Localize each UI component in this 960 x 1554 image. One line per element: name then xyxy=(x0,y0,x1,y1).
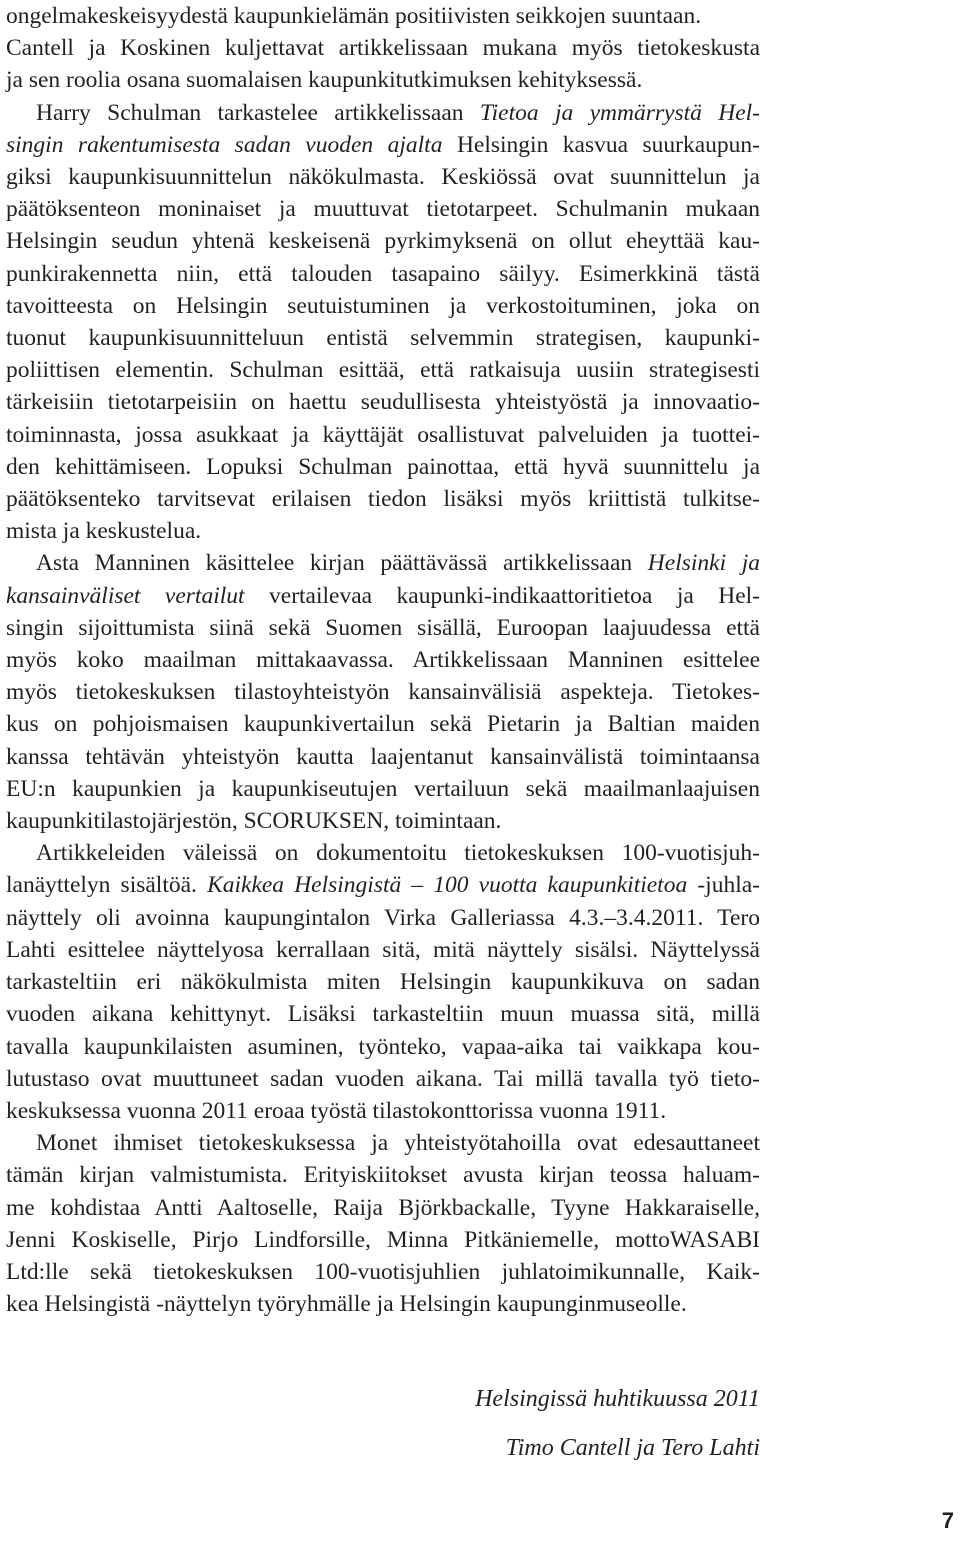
text-line xyxy=(6,773,760,805)
page-number: 7 xyxy=(941,1508,954,1533)
text-segment: tuonut kaupunkisuunnitteluun entistä selvemmin strategisen, kaupunki- xyxy=(6,325,760,352)
text-line xyxy=(6,354,760,386)
text-segment: ja sen roolia osana suomalaisen kaupunkitutkimuksen kehityksessä. xyxy=(6,67,643,94)
text-segment: tavalla kaupunkilaisten asuminen, työnteko, vapaa-aika tai vaikkapa kou- xyxy=(6,1033,760,1060)
body-text xyxy=(6,0,760,1320)
text-line xyxy=(6,258,760,290)
text-line xyxy=(6,869,760,901)
text-segment: näyttely oli avoinna kaupungintalon Virka Galleriassa 4.3.–3.4.2011. Tero xyxy=(6,904,760,931)
text-segment: tarkasteltiin eri näkökulmista miten Helsingin kaupunkikuva on sadan xyxy=(6,969,760,996)
italic-title-text: Tietoa ja ymmärrystä Hel- xyxy=(479,99,760,126)
text-segment: tärkeisiin tietotarpeisiin on haettu seudullisesta yhteistyöstä ja innovaatio- xyxy=(6,389,760,416)
text-line xyxy=(6,290,760,322)
text-line xyxy=(6,1127,760,1159)
text-line xyxy=(6,1031,760,1063)
text-line xyxy=(6,1063,760,1095)
text-segment: päätöksenteko tarvitsevat erilaisen tiedon lisäksi myös kriittistä tulkitse- xyxy=(6,486,760,513)
text-line xyxy=(6,805,760,837)
text-segment: vertailevaa kaupunki-indikaattoritietoa ja Hel- xyxy=(244,582,760,609)
text-line xyxy=(6,1192,760,1224)
text-segment: kea Helsingistä -näyttelyn työryhmälle ja Helsingin kaupunginmuseolle. xyxy=(6,1291,687,1318)
text-line xyxy=(6,741,760,773)
text-line xyxy=(6,1159,760,1191)
text-segment: den kehittämiseen. Lopuksi Schulman painottaa, että hyvä suunnittelu ja xyxy=(6,453,760,480)
text-segment: Helsingin seudun yhtenä keskeisenä pyrkimyksenä on ollut eheyttää kau- xyxy=(6,228,760,255)
text-segment: Asta Manninen käsittelee kirjan päättävässä artikkelissaan xyxy=(36,550,648,577)
text-segment: ongelmakeskeisyydestä kaupunkielämän positiivisten seikkojen suuntaan. xyxy=(6,3,702,29)
text-line xyxy=(6,644,760,676)
text-line xyxy=(6,934,760,966)
text-line xyxy=(6,1256,760,1288)
text-line xyxy=(6,129,760,161)
text-line xyxy=(6,1224,760,1256)
text-segment: mista ja keskustelua. xyxy=(6,518,202,545)
text-line xyxy=(6,419,760,451)
text-line xyxy=(6,547,760,579)
text-segment: kaupunkitilastojärjestön, SCORUKSEN, toimintaan. xyxy=(6,808,502,835)
text-segment: kus on pohjoismaisen kaupunkivertailun sekä Pietarin ja Baltian maiden xyxy=(6,711,760,738)
text-segment: toiminnasta, jossa asukkaat ja käyttäjät osallistuvat palveluiden ja tuottei- xyxy=(6,421,760,448)
text-line xyxy=(6,97,760,129)
text-line xyxy=(6,483,760,515)
italic-title-text: kansainväliset vertailut xyxy=(6,582,245,609)
text-segment: Lahti esittelee näyttelyosa kerrallaan sitä, mitä näyttely sisälsi. Näyttelyssä xyxy=(6,936,760,963)
text-segment: Ltd:lle sekä tietokeskuksen 100-vuotisjuhlien juhlatoimikunnalle, Kaik- xyxy=(6,1258,760,1285)
italic-title-text: singin rakentumisesta sadan vuoden ajalta xyxy=(6,131,443,158)
text-line xyxy=(6,64,760,96)
text-segment: Harry Schulman tarkastelee artikkelissaan xyxy=(36,99,480,126)
text-line xyxy=(6,386,760,418)
text-segment: tämän kirjan valmistumista. Erityiskiitokset avusta kirjan teossa haluam- xyxy=(6,1162,760,1189)
italic-title-text: Kaikkea Helsingistä – 100 vuotta kaupunkitietoa xyxy=(207,872,688,899)
text-segment: Artikkeleiden väleissä on dokumentoitu tietokeskuksen 100-vuotisjuh- xyxy=(36,840,760,867)
text-line xyxy=(6,837,760,869)
text-line xyxy=(6,0,760,32)
text-line xyxy=(6,612,760,644)
text-segment: myös tietokeskuksen tilastoyhteistyön kansainvälisiä aspekteja. Tietokes- xyxy=(6,679,760,706)
text-line xyxy=(6,676,760,708)
text-line xyxy=(6,193,760,225)
text-line xyxy=(6,32,760,64)
text-segment: vuoden aikana kehittynyt. Lisäksi tarkasteltiin muun muassa sitä, millä xyxy=(6,1001,760,1028)
text-line xyxy=(6,998,760,1030)
signature-authors: Timo Cantell ja Tero Lahti xyxy=(505,1435,760,1461)
text-segment: Helsingin kasvua suurkaupun- xyxy=(442,131,760,158)
text-line xyxy=(6,966,760,998)
text-line xyxy=(6,161,760,193)
text-segment: päätöksenteon moninaiset ja muuttuvat tietotarpeet. Schulmanin mukaan xyxy=(6,196,760,223)
italic-title-text: Helsinki ja xyxy=(647,550,761,577)
text-line xyxy=(6,902,760,934)
text-segment: Cantell ja Koskinen kuljettavat artikkelissaan mukana myös tietokeskusta xyxy=(6,35,760,62)
text-line xyxy=(6,1288,760,1320)
text-line xyxy=(6,322,760,354)
text-segment: lutustaso ovat muuttuneet sadan vuoden aikana. Tai millä tavalla työ tieto- xyxy=(6,1065,760,1092)
text-segment: Monet ihmiset tietokeskuksessa ja yhteistyötahoilla ovat edesauttaneet xyxy=(36,1130,760,1157)
text-segment: keskuksessa vuonna 2011 eroaa työstä tilastokonttorissa vuonna 1911. xyxy=(6,1097,667,1124)
text-segment: -juhla- xyxy=(687,872,760,899)
text-segment: tavoitteesta on Helsingin seutuistuminen ja verkostoituminen, joka on xyxy=(6,292,760,319)
text-segment: Jenni Koskiselle, Pirjo Lindforsille, Minna Pitkäniemelle, mottoWASABI xyxy=(6,1226,760,1253)
text-segment: poliittisen elementin. Schulman esittää, että ratkaisuja uusiin strategisesti xyxy=(6,357,760,384)
text-segment: singin sijoittumista siinä sekä Suomen sisällä, Euroopan laajuudessa että xyxy=(6,614,760,641)
text-line xyxy=(6,1095,760,1127)
text-line xyxy=(6,515,760,547)
text-segment: EU:n kaupunkien ja kaupunkiseutujen vertailuun sekä maailmanlaajuisen xyxy=(6,775,760,802)
text-segment: myös koko maailman mittakaavassa. Artikkelissaan Manninen esittelee xyxy=(6,647,760,674)
text-line xyxy=(6,708,760,740)
text-segment: me kohdistaa Antti Aaltoselle, Raija Björkbackalle, Tyyne Hakkaraiselle, xyxy=(6,1194,760,1221)
text-segment: lanäyttelyn sisältöä. xyxy=(6,872,208,899)
text-line xyxy=(6,225,760,257)
text-line xyxy=(6,451,760,483)
signature-place-date: Helsingissä huhtikuussa 2011 xyxy=(475,1386,760,1412)
text-segment: kanssa tehtävän yhteistyön kautta laajentanut kansainvälistä toimintaansa xyxy=(6,743,760,770)
text-segment: giksi kaupunkisuunnittelun näkökulmasta. Keskiössä ovat suunnittelun ja xyxy=(6,164,760,191)
text-line xyxy=(6,580,760,612)
text-segment: punkirakennetta niin, että talouden tasapaino säilyy. Esimerkkinä tästä xyxy=(6,260,760,287)
